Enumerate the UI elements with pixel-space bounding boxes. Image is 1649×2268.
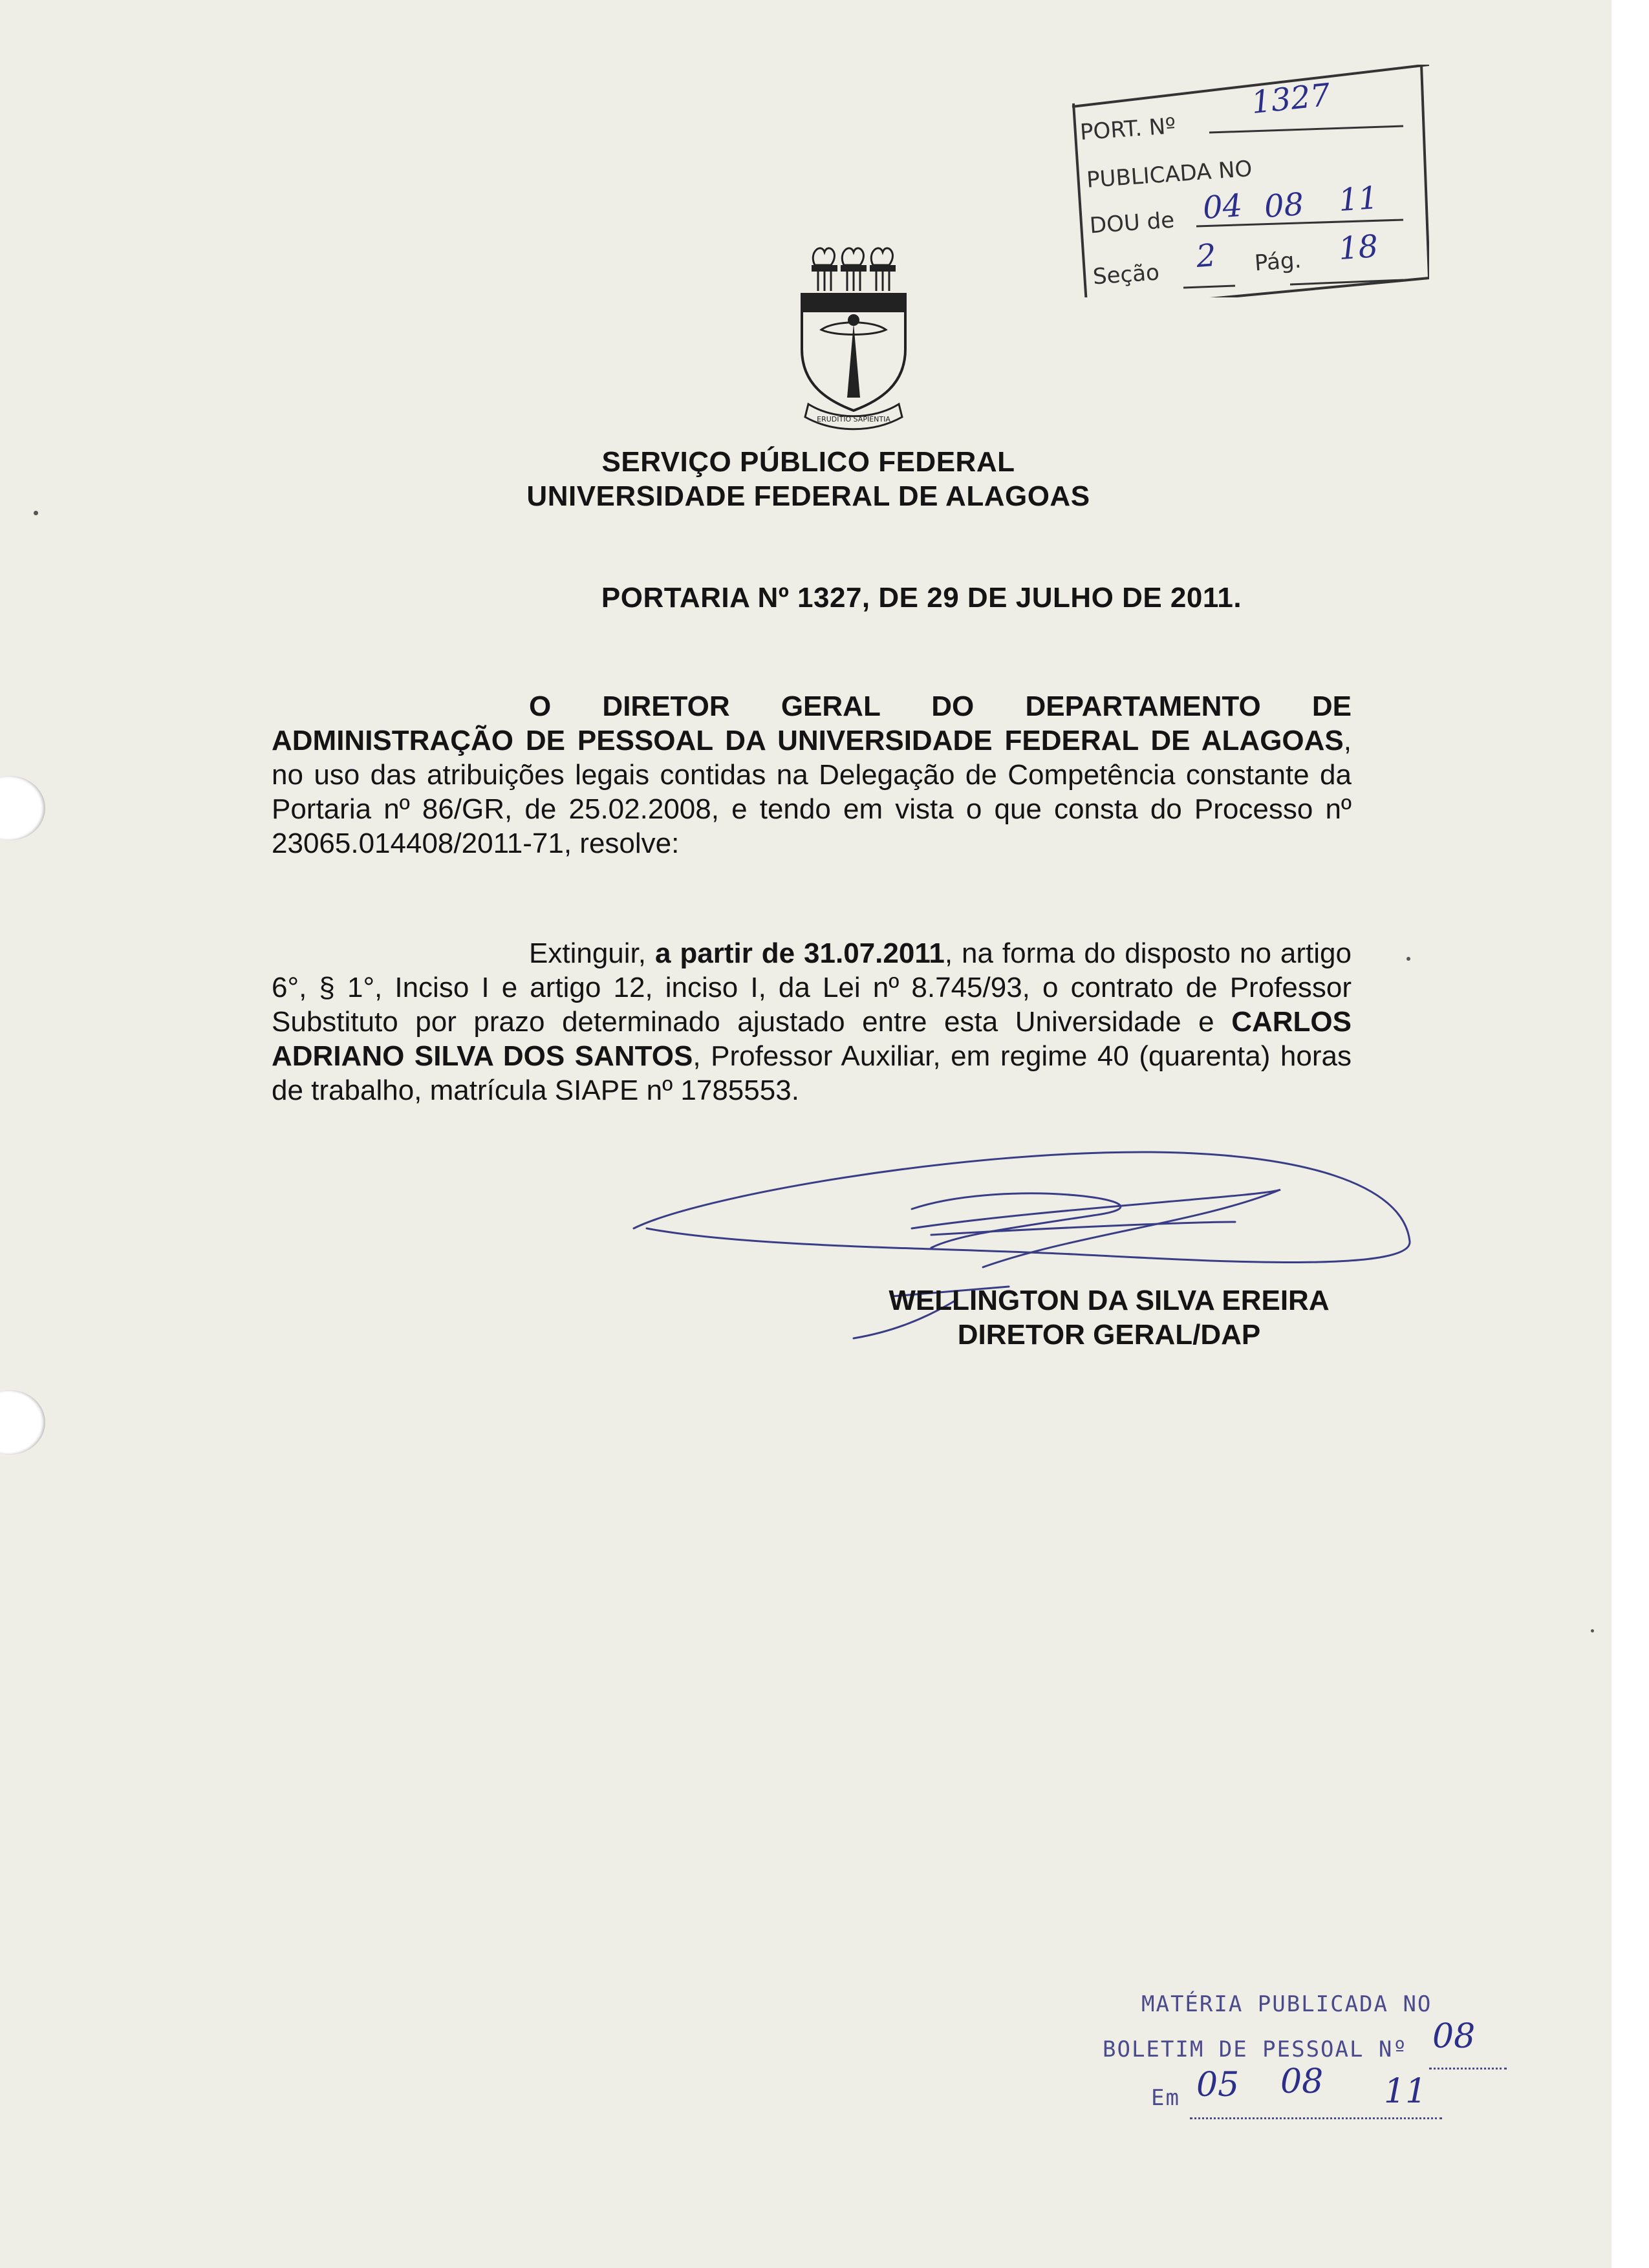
punch-hole-bottom xyxy=(0,1390,45,1455)
header-university: UNIVERSIDADE FEDERAL DE ALAGOAS xyxy=(526,480,1090,512)
bulletin-date-month: 08 xyxy=(1280,2062,1324,2101)
resolution-text-1: Extinguir, xyxy=(529,937,655,969)
signatory-name: WELLINGTON DA SILVA EREIRA xyxy=(889,1285,1330,1316)
bulletin-date-day: 05 xyxy=(1196,2066,1240,2104)
bulletin-date-year: 11 xyxy=(1384,2072,1427,2111)
preamble-text: , no uso das atribuições legais contidas na Delegação de Competência constante da Portaria nº 86/GR, de 25.02.2008, e tendo em vista o que consta do Processo nº 23065.014408/2011-71, resolve: xyxy=(272,725,1352,859)
stamp-page-value: 18 xyxy=(1337,228,1379,268)
bulletin-date-label: Em xyxy=(1151,2085,1180,2111)
signatory-block xyxy=(863,1283,1355,1352)
page-right-edge xyxy=(1611,0,1649,2268)
header-service: SERVIÇO PÚBLICO FEDERAL xyxy=(601,446,1015,478)
publication-stamp xyxy=(1067,65,1429,297)
stamp-section-value: 2 xyxy=(1195,237,1218,275)
bulletin-stamp xyxy=(1093,1985,1520,2127)
stamp-dou-label: DOU de xyxy=(1088,207,1176,239)
document-title: PORTARIA Nº 1327, DE 29 DE JULHO DE 2011. xyxy=(601,582,1242,614)
university-crest-logo xyxy=(795,239,912,433)
resolution-paragraph xyxy=(272,936,1352,1107)
bulletin-number-line xyxy=(1429,2068,1507,2070)
stamp-page-label: Pág. xyxy=(1253,247,1302,277)
signatory-title: DIRETOR GERAL/DAP xyxy=(957,1319,1261,1351)
stamp-dou-month: 08 xyxy=(1263,186,1305,226)
paper-speck xyxy=(1591,1629,1594,1632)
punch-hole-top xyxy=(0,776,45,840)
stamp-dou-day: 04 xyxy=(1202,187,1244,227)
preamble-paragraph xyxy=(272,689,1352,861)
stamp-section-label: Seção xyxy=(1092,259,1161,290)
resolution-date: a partir de 31.07.2011 xyxy=(654,937,945,969)
bulletin-number: 08 xyxy=(1432,2017,1476,2056)
crest-motto: ERUDITIO SAPIENTIA xyxy=(817,415,890,423)
resolution-text-2: , na forma do disposto no artigo 6°, § 1°, Inciso I e artigo 12, inciso I, da Lei nº 8.745/93, o contrato de Professor Substituto por prazo determinado ajustado entre esta Universidade e xyxy=(272,937,1352,1038)
stamp-dou-year: 11 xyxy=(1337,179,1379,219)
preamble-authority: O DIRETOR GERAL DO DEPARTAMENTO DE ADMINISTRAÇÃO DE PESSOAL DA UNIVERSIDADE FEDERAL DE ALAGOAS xyxy=(272,690,1352,756)
resolution-person-name: CARLOS ADRIANO SILVA DOS SANTOS xyxy=(272,1006,1352,1072)
bulletin-stamp-line1: MATÉRIA PUBLICADA NO xyxy=(1141,1991,1432,2017)
stamp-published-label: PUBLICADA NO xyxy=(1085,156,1253,193)
bulletin-stamp-label: BOLETIM DE PESSOAL Nº xyxy=(1103,2037,1408,2062)
stamp-port-label: PORT. Nº xyxy=(1079,112,1177,146)
resolution-text-3: , Professor Auxiliar, em regime 40 (quarenta) horas de trabalho, matrícula SIAPE nº 1785553. xyxy=(272,1040,1352,1106)
paper-speck xyxy=(1406,957,1410,961)
stamp-port-value: 1327 xyxy=(1249,76,1332,122)
bulletin-date-line xyxy=(1190,2117,1442,2119)
